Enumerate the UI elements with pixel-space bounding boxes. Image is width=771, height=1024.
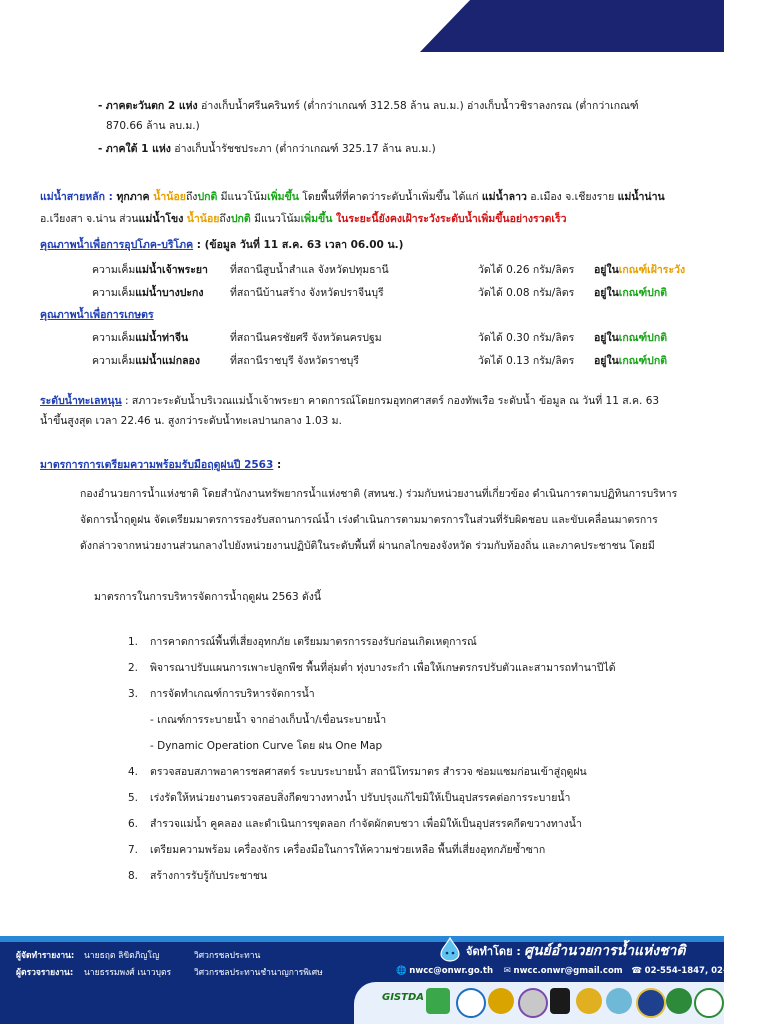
partner-logo	[606, 988, 632, 1014]
mail-icon: ✉	[503, 966, 511, 976]
sea-level-section: ระดับน้ำทะเลหนุน : สภาวะระดับน้ำบริเวณแม่น้ำเจ้าพระยา คาดการณ์โดยกรมอุทกศาสตร์ กองทัพเรือ ระดับน้ำ ข้อมูล ณ วันที่ 11 ส.ค. 63 น้ำขึ้นสูงสุด เวลา 22.46 น. สูงกว่าระดับน้ำทะเลปานกลาง 1.03 ม.	[40, 395, 660, 427]
phone-icon: ☎	[631, 966, 642, 976]
table-row: ความเค็มแม่น้ำบางปะกง ที่สถานีบ้านสร้าง จังหวัดปราจีนบุรี วัดได้ 0.08 กรัม/ลิตร อยู่ในเกณฑ์ปกติ	[92, 287, 668, 299]
partner-logo	[518, 988, 548, 1018]
list-item-continued: 870.66 ล้าน ลบ.ม.)	[106, 120, 200, 132]
water-drop-icon	[436, 936, 464, 965]
email-link[interactable]: nwcc.onwr@gmail.com	[513, 966, 623, 976]
measures-intro: มาตรการในการบริหารจัดการน้ำฤดูฝน 2563 ดังนี้	[94, 591, 322, 603]
org-title: จัดทำโดย : ศูนย์อำนวยการน้ำแห่งชาติ	[466, 943, 686, 959]
measures-list	[40, 629, 690, 889]
header-decoration	[0, 0, 724, 52]
phone-number: 02-554-1847, 02-554-1800	[644, 966, 771, 976]
partner-logo	[694, 988, 724, 1018]
main-rivers-section: แม่น้ำสายหลัก : ทุกภาค น้ำน้อยถึงปกติ มีแนวโน้มเพิ่มขึ้น โดยพื้นที่ที่คาดว่าระดับน้ำเพิ่มขึ้น ได้แก่ แม่น้ำลาว อ.เมือง จ.เชียงราย แม่น้ำน่าน อ.เวียงสา จ.น่าน ส่วนแม่น้ำโขง น้ำน้อยถึงปกติ มีแนวโน้มเพิ่มขึ้น ในระยะนี้ยังคงเฝ้าระวังระดับน้ำเพิ่มขึ้นอย่างรวดเร็ว	[40, 191, 665, 225]
partner-logo	[550, 988, 570, 1014]
region-label: ภาคใต้ 1 แห่ง	[105, 143, 171, 155]
report-content	[40, 96, 690, 889]
gistda-logo: GISTDA	[382, 992, 424, 1003]
status-badge: เกณฑ์เฝ้าระวัง	[618, 264, 686, 276]
table-row: ความเค็มแม่น้ำแม่กลอง ที่สถานีราชบุรี จังหวัดราชบุรี วัดได้ 0.13 กรัม/ลิตร อยู่ในเกณฑ์ปกติ	[92, 355, 668, 367]
section-heading: คุณภาพน้ำเพื่อการอุปโภค-บริโภค	[40, 239, 194, 251]
status-badge: เกณฑ์ปกติ	[618, 287, 668, 299]
globe-icon: 🌐	[396, 966, 407, 976]
partner-logo	[488, 988, 514, 1014]
list-item: 5. เร่งรัดให้หน่วยงานตรวจสอบสิ่งกีดขวางทางน้ำ ปรับปรุงแก้ไขมิให้เป็นอุปสรรคต่อการระบายน้ำ	[128, 792, 571, 804]
section-heading: มาตรการการเตรียมความพร้อมรับมือฤดูฝนปี 2563	[40, 459, 274, 471]
footer-credits: ผู้จัดทำรายงาน: นายธฤต ลิขิตภิญโญ วิศวกรชลประทาน ผู้ตรวจรายงาน: นายธรรมพงศ์ เนาวบุตร วิศวกรชลประทานชำนาญการพิเศษ	[16, 951, 323, 978]
water-quality-consumption: คุณภาพน้ำเพื่อการอุปโภค-บริโภค : (ข้อมูล วันที่ 11 ส.ค. 63 เวลา 06.00 น.) ความเค็มแม่น้ำเจ้าพระยา ที่สถานีสูบน้ำสำแล จังหวัดปทุมธานี วัดได้ 0.26 กรัม/ลิตร อยู่ในเกณฑ์เฝ้าระวัง ความเค็มแม่น้ำบางปะกง ที่สถานีบ้านสร้าง จังหวัดปราจีนบุรี วัดได้ 0.08 กรัม/ลิตร อยู่ในเกณฑ์ปกติ	[40, 235, 690, 305]
section-heading: ระดับน้ำทะเลหนุน	[40, 395, 122, 407]
contact-row	[396, 966, 771, 976]
partner-logo	[426, 988, 450, 1014]
water-quality-agriculture	[40, 305, 690, 373]
partner-logo	[666, 988, 692, 1014]
region-label: ภาคตะวันตก 2 แห่ง	[105, 100, 198, 112]
measures-section: มาตรการการเตรียมความพร้อมรับมือฤดูฝนปี 2563 : กองอำนวยการน้ำแห่งชาติ โดยสำนักงานทรัพยากรน้ำแห่งชาติ (สทนช.) ร่วมกับหน่วยงานที่เกี่ยวข้อง ดำเนินการตามปฏิทินการบริหาร จัดการน้ำฤดูฝน จัดเตรียมมาตรการรองรับสถานการณ์น้ำ เร่งดำเนินการตามมาตรการในส่วนที่รับผิดชอบ และขับเคลื่อนมาตรการ ดังกล่าวจากหน่วยงานส่วนกลางไปยังหน่วยงานปฏิบัติในระดับพื้นที่ ผ่านกลไกของจังหวัด ร่วมกับท้องถิ่น และภาคประชาชน โดยมี มาตรการในการบริหารจัดการน้ำฤดูฝน 2563 ดังนี้ 1. การคาดการณ์พื้นที่เสี่ยงอุทกภัย เตรียมมาตรการรองรับก่อนเกิดเหตุการณ์ 2. พิจารณาปรับแผนการเพาะปลูกพืช พื้นที่ลุ่มต่ำ ทุ่งบางระกำ เพื่อให้เกษตรกรปรับตัวและสามารถทำนาปีได้ 3. การจัดทำเกณฑ์การบริหารจัดการน้ำ - เกณฑ์การระบายน้ำ จากอ่างเก็บน้ำ/เขื่อนระบายน้ำ - Dynamic Operation Curve โดย ฝน One Map 4. ตรวจสอบสภาพอาคารชลศาสตร์ ระบบระบายน้ำ สถานีโทรมาตร สำรวจ ซ่อมแซมก่อนเข้าสู่ฤดูฝน 5. เร่งรัดให้หน่วยงานตรวจสอบสิ่งกีดขวางทางน้ำ ปรับปรุงแก้ไขมิให้เป็นอุปสรรคต่อการระบายน้ำ 6. สำรวจแม่น้ำ คูคลอง และดำเนินการขุดลอก กำจัดผักตบชวา เพื่อมิให้เป็นอุปสรรคกีดขวางทางน้ำ 7. เตรียมความพร้อม เครื่องจักร เครื่องมือในการให้ความช่วยเหลือ พื้นที่เสี่ยงอุทกภัยซ้ำซาก 8. สร้างการรับรู้กับประชาชน	[40, 455, 690, 889]
list-item: 8. สร้างการรับรู้กับประชาชน	[128, 870, 268, 882]
sub-list-item: - Dynamic Operation Curve โดย ฝน One Map	[150, 740, 383, 752]
reservoir-list	[40, 96, 690, 159]
table-row: ความเค็มแม่น้ำเจ้าพระยา ที่สถานีสูบน้ำสำแล จังหวัดปทุมธานี วัดได้ 0.26 กรัม/ลิตร อยู่ในเกณฑ์เฝ้าระวัง	[92, 264, 686, 276]
table-row: ความเค็มแม่น้ำท่าจีน ที่สถานีนครชัยศรี จังหวัดนครปฐม วัดได้ 0.30 กรัม/ลิตร อยู่ในเกณฑ์ปกติ	[92, 332, 668, 344]
partner-logo	[576, 988, 602, 1014]
partner-logos	[354, 982, 724, 1024]
section-heading: แม่น้ำสายหลัก :	[40, 191, 113, 203]
partner-logo	[456, 988, 486, 1018]
list-item: 7. เตรียมความพร้อม เครื่องจักร เครื่องมือในการให้ความช่วยเหลือ พื้นที่เสี่ยงอุทกภัยซ้ำซาก	[128, 844, 546, 856]
list-item: - ภาคตะวันตก 2 แห่ง อ่างเก็บน้ำศรีนครินทร์ (ต่ำกว่าเกณฑ์ 312.58 ล้าน ลบ.ม.) อ่างเก็บน้ำวชิราลงกรณ (ต่ำกว่าเกณฑ์	[98, 100, 639, 112]
list-item: 3. การจัดทำเกณฑ์การบริหารจัดการน้ำ	[128, 688, 315, 700]
partner-logo	[636, 988, 666, 1018]
footer	[0, 936, 771, 1024]
sub-list-item: - เกณฑ์การระบายน้ำ จากอ่างเก็บน้ำ/เขื่อนระบายน้ำ	[150, 714, 387, 726]
list-item: 6. สำรวจแม่น้ำ คูคลอง และดำเนินการขุดลอก กำจัดผักตบชวา เพื่อมิให้เป็นอุปสรรคกีดขวางทางน้ำ	[128, 818, 582, 830]
section-heading: คุณภาพน้ำเพื่อการเกษตร	[40, 309, 154, 321]
website-link[interactable]: nwcc@onwr.go.th	[409, 966, 493, 976]
list-item: 1. การคาดการณ์พื้นที่เสี่ยงอุทกภัย เตรียมมาตรการรองรับก่อนเกิดเหตุการณ์	[128, 636, 477, 648]
list-item: - ภาคใต้ 1 แห่ง อ่างเก็บน้ำรัชชประภา (ต่ำกว่าเกณฑ์ 325.17 ล้าน ลบ.ม.)	[98, 143, 436, 155]
list-item: 2. พิจารณาปรับแผนการเพาะปลูกพืช พื้นที่ลุ่มต่ำ ทุ่งบางระกำ เพื่อให้เกษตรกรปรับตัวและสามารถทำนาปีได้	[128, 662, 616, 674]
status-badge: เกณฑ์ปกติ	[618, 355, 668, 367]
status-badge: เกณฑ์ปกติ	[618, 332, 668, 344]
measures-paragraph: กองอำนวยการน้ำแห่งชาติ โดยสำนักงานทรัพยากรน้ำแห่งชาติ (สทนช.) ร่วมกับหน่วยงานที่เกี่ยวข้อง ดำเนินการตามปฏิทินการบริหาร จัดการน้ำฤดูฝน จัดเตรียมมาตรการรองรับสถานการณ์น้ำ เร่งดำเนินการตามมาตรการในส่วนที่รับผิดชอบ และขับเคลื่อนมาตรการ ดังกล่าวจากหน่วยงานส่วนกลางไปยังหน่วยงานปฏิบัติในระดับพื้นที่ ผ่านกลไกของจังหวัด ร่วมกับท้องถิ่น และภาคประชาชน โดยมี	[80, 488, 678, 552]
list-item: 4. ตรวจสอบสภาพอาคารชลศาสตร์ ระบบระบายน้ำ สถานีโทรมาตร สำรวจ ซ่อมแซมก่อนเข้าสู่ฤดูฝน	[128, 766, 587, 778]
